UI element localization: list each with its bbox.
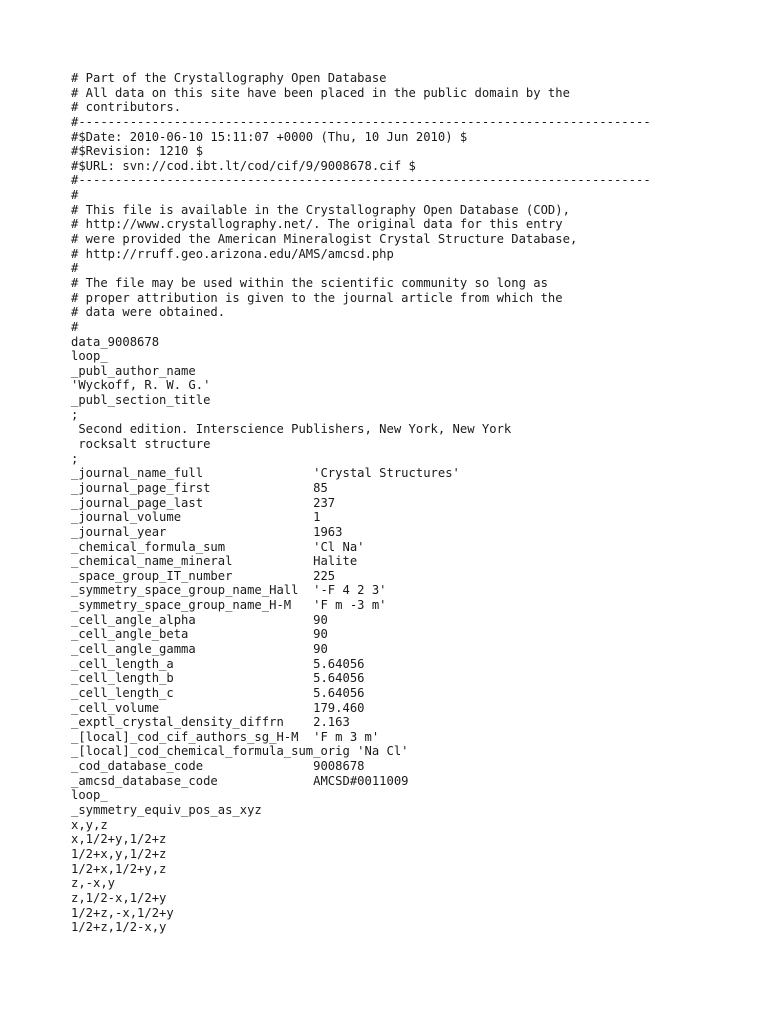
data-line: _publ_section_title — [71, 393, 211, 408]
data-block-header: data_9008678 — [71, 334, 160, 349]
data-line: _cod_database_code 9008678 — [71, 759, 365, 774]
data-line: rocksalt structure — [71, 437, 211, 452]
comment-line: # http://www.crystallography.net/. The original data for this entry — [71, 217, 563, 232]
date-line: #$Date: 2010-06-10 15:11:07 +0000 (Thu, 10 Jun 2010) $ — [71, 129, 468, 144]
data-line: _journal_page_last 237 — [71, 495, 336, 510]
data-line: _cell_angle_beta 90 — [71, 627, 328, 642]
data-line: _journal_name_full 'Crystal Structures' — [71, 466, 460, 481]
data-line: _journal_year 1963 — [71, 524, 343, 539]
comment-line: # proper attribution is given to the journal article from which the — [71, 290, 563, 305]
data-line: _journal_page_first 85 — [71, 480, 328, 495]
data-line: _symmetry_equiv_pos_as_xyz — [71, 803, 262, 818]
data-line: _cell_length_b 5.64056 — [71, 671, 365, 686]
data-line: _cell_length_c 5.64056 — [71, 685, 365, 700]
data-line: _[local]_cod_chemical_formula_sum_orig 'Na Cl' — [71, 744, 409, 759]
data-line: 'Wyckoff, R. W. G.' — [71, 378, 211, 393]
cif-document — [71, 71, 731, 935]
revision-line: #$Revision: 1210 $ — [71, 144, 204, 159]
loop-keyword: loop_ — [71, 349, 108, 364]
symmetry-position-line: 1/2+x,y,1/2+z — [71, 846, 167, 861]
data-line: _amcsd_database_code AMCSD#0011009 — [71, 773, 409, 788]
symmetry-position-line: 1/2+z,1/2-x,y — [71, 920, 167, 935]
data-line: _chemical_name_mineral Halite — [71, 554, 358, 569]
comment-line: # — [71, 261, 79, 276]
symmetry-position-line: 1/2+z,-x,1/2+y — [71, 905, 174, 920]
data-line: _exptl_crystal_density_diffrn 2.163 — [71, 715, 350, 730]
data-line: _cell_length_a 5.64056 — [71, 656, 365, 671]
data-line: _publ_author_name — [71, 363, 196, 378]
data-line: _cell_angle_alpha 90 — [71, 612, 328, 627]
comment-line: # — [71, 188, 79, 203]
data-line: _journal_volume 1 — [71, 510, 321, 525]
data-line: _cell_angle_gamma 90 — [71, 641, 328, 656]
symmetry-position-line: x,y,z — [71, 817, 108, 832]
separator-line: #------------------------------------------------------------------------------ — [71, 173, 651, 188]
symmetry-position-line: 1/2+x,1/2+y,z — [71, 861, 167, 876]
data-line: ; — [71, 451, 79, 466]
separator-line: #------------------------------------------------------------------------------ — [71, 114, 651, 129]
comment-line: # http://rruff.geo.arizona.edu/AMS/amcsd.php — [71, 246, 394, 261]
comment-line: # All data on this site have been placed in the public domain by the — [71, 85, 570, 100]
data-line: ; — [71, 407, 79, 422]
comment-line: # were provided the American Mineralogist Crystal Structure Database, — [71, 232, 578, 247]
data-line: _cell_volume 179.460 — [71, 700, 365, 715]
comment-line: # This file is available in the Crystallography Open Database (COD), — [71, 202, 570, 217]
comment-line: # — [71, 319, 79, 334]
comment-line: # data were obtained. — [71, 305, 226, 320]
data-line: Second edition. Interscience Publishers, New York, New York — [71, 422, 512, 437]
data-line: _symmetry_space_group_name_Hall '-F 4 2 3' — [71, 583, 387, 598]
loop-keyword: loop_ — [71, 788, 108, 803]
url-line: #$URL: svn://cod.ibt.lt/cod/cif/9/9008678.cif $ — [71, 158, 416, 173]
comment-line: # contributors. — [71, 100, 182, 115]
data-line: _space_group_IT_number 225 — [71, 568, 336, 583]
symmetry-position-line: z,-x,y — [71, 876, 116, 891]
data-line: _symmetry_space_group_name_H-M 'F m -3 m' — [71, 598, 387, 613]
data-line: _chemical_formula_sum 'Cl Na' — [71, 539, 365, 554]
comment-line: # Part of the Crystallography Open Database — [71, 71, 387, 85]
data-line: _[local]_cod_cif_authors_sg_H-M 'F m 3 m' — [71, 729, 380, 744]
symmetry-position-line: x,1/2+y,1/2+z — [71, 832, 167, 847]
symmetry-position-line: z,1/2-x,1/2+y — [71, 890, 167, 905]
comment-line: # The file may be used within the scientific community so long as — [71, 275, 548, 290]
